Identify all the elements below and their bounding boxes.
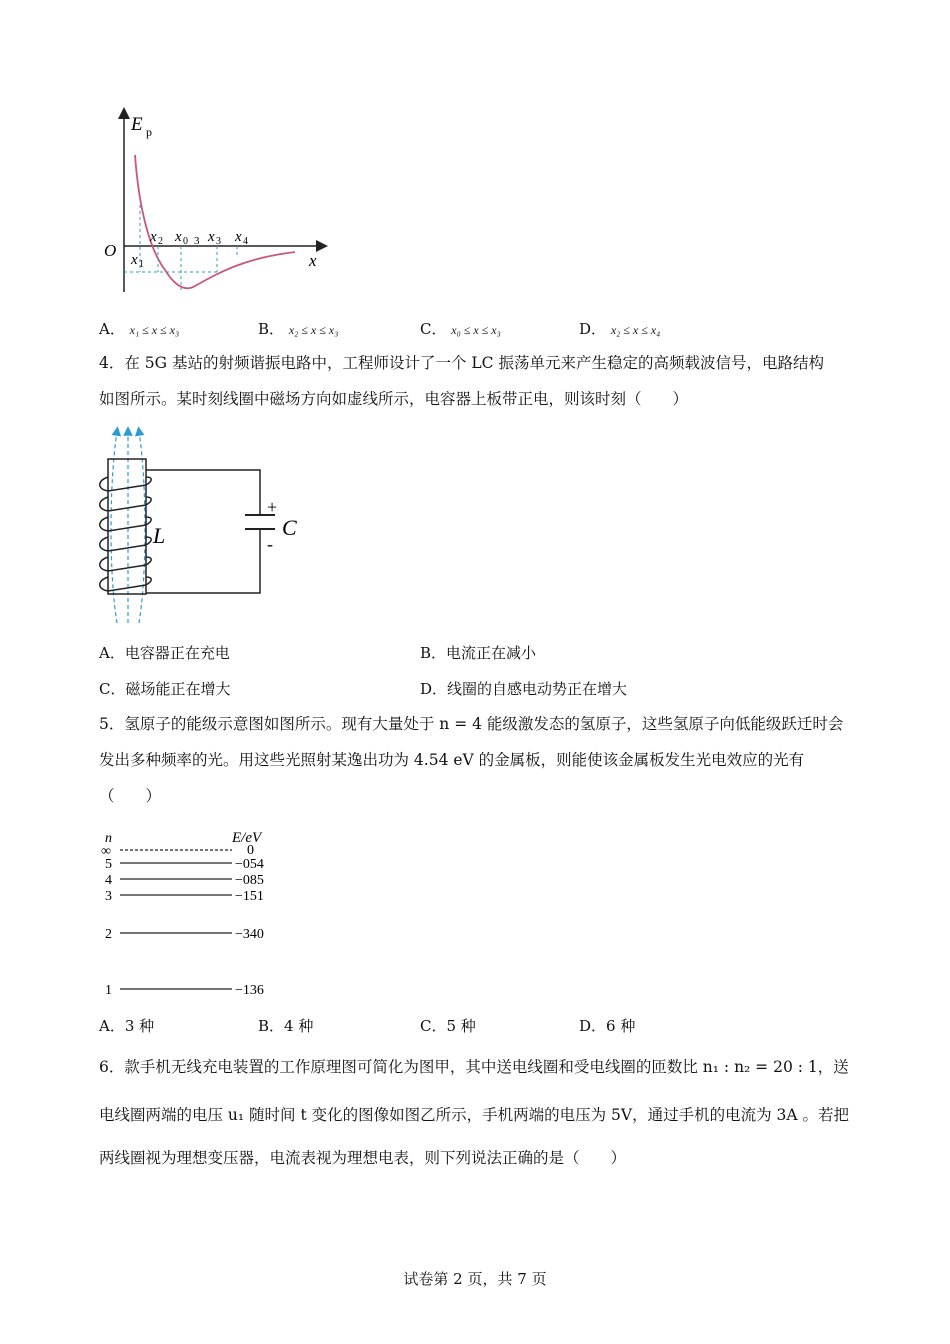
- q4-option-c[interactable]: C．磁场能正在增大: [99, 680, 231, 698]
- q4-option-b[interactable]: B．电流正在减小: [420, 644, 537, 662]
- svg-text:x: x: [131, 252, 138, 268]
- q5-stem-line2: 发出多种频率的光。用这些光照射某逸出功为 4.54 eV 的金属板，则能使该金属板发生光电效应的光有: [99, 751, 805, 769]
- q4-option-d[interactable]: D．线圈的自感电动势正在增大: [420, 680, 628, 698]
- q4-stem-line1: 4．在 5G 基站的射频谐振电路中，工程师设计了一个 LC 振荡单元来产生稳定的高频载波信号，电路结构: [99, 354, 824, 372]
- svg-text:−085: −085: [235, 873, 264, 888]
- ep-curve-figure: [95, 100, 335, 300]
- svg-text:x: x: [208, 229, 215, 245]
- svg-text:E/eV: E/eV: [232, 830, 262, 846]
- q5-option-c[interactable]: C．5 种: [420, 1017, 476, 1035]
- svg-text:x: x: [175, 229, 182, 245]
- q5-option-d[interactable]: D．6 种: [579, 1017, 636, 1035]
- svg-text:5: 5: [105, 857, 112, 872]
- svg-text:x: x: [150, 229, 157, 245]
- q4-stem-line2: 如图所示。某时刻线圈中磁场方向如虚线所示，电容器上板带正电，则该时刻（ ）: [99, 390, 689, 408]
- energy-level-figure: [95, 825, 295, 1000]
- svg-text:-: -: [267, 534, 273, 554]
- ep-curve: [135, 155, 295, 288]
- svg-text:3: 3: [216, 236, 221, 247]
- svg-text:p: p: [146, 125, 152, 139]
- svg-text:∞: ∞: [101, 844, 111, 859]
- q5-stem-line3: （ ）: [99, 787, 162, 805]
- svg-text:0: 0: [183, 236, 188, 247]
- q5-stem-line1: 5．氢原子的能级示意图如图所示。现有大量处于 n = 4 能级激发态的氢原子，这些氢原子向低能级跃迁时会: [99, 715, 844, 733]
- q4-option-a[interactable]: A．电容器正在充电: [99, 644, 230, 662]
- svg-text:x: x: [235, 229, 242, 245]
- svg-text:3: 3: [194, 235, 200, 247]
- svg-text:3: 3: [105, 889, 112, 904]
- q6-stem-line1: 6．款手机无线充电装置的工作原理图可简化为图甲，其中送电线圈和受电线圈的匝数比 n₁ : n₂ = 20 : 1，送: [99, 1058, 849, 1076]
- q3-option-d[interactable]: D． x₂ ≤ x ≤ x₄: [579, 320, 661, 338]
- svg-text:0: 0: [247, 843, 254, 858]
- svg-text:1: 1: [105, 983, 112, 998]
- ep-x-label: x: [309, 251, 317, 270]
- lc-circuit-figure: [95, 425, 315, 625]
- page-footer: 试卷第 2 页，共 7 页: [403, 1270, 547, 1288]
- svg-text:2: 2: [105, 927, 112, 942]
- inductor-label: L: [153, 523, 166, 548]
- q6-stem-line3: 两线圈视为理想变压器，电流表视为理想电表，则下列说法正确的是（ ）: [99, 1149, 627, 1167]
- svg-text:4: 4: [243, 236, 248, 247]
- ep-origin: O: [104, 241, 117, 260]
- q3-option-b[interactable]: B． x₂ ≤ x ≤ x₃: [258, 320, 339, 338]
- svg-text:−340: −340: [235, 927, 264, 942]
- ep-y-label: E: [131, 114, 143, 135]
- svg-text:n: n: [105, 831, 112, 846]
- q6-stem-line2: 电线圈两端的电压 u₁ 随时间 t 变化的图像如图乙所示，手机两端的电压为 5V，通过手机的电流为 3A 。若把: [99, 1106, 850, 1124]
- svg-text:1: 1: [139, 259, 144, 270]
- svg-text:4: 4: [105, 873, 112, 888]
- svg-text:−151: −151: [235, 889, 264, 904]
- svg-text:+: +: [267, 497, 278, 517]
- q5-option-b[interactable]: B．4 种: [258, 1017, 314, 1035]
- svg-text:−054: −054: [235, 857, 264, 872]
- svg-text:2: 2: [158, 236, 163, 247]
- svg-text:−136: −136: [235, 983, 264, 998]
- q3-option-c[interactable]: C． x₀ ≤ x ≤ x₃: [420, 320, 501, 338]
- q3-option-a[interactable]: A． x₁ ≤ x ≤ x₃: [99, 320, 180, 338]
- capacitor-label: C: [282, 515, 297, 540]
- q5-option-a[interactable]: A．3 种: [99, 1017, 155, 1035]
